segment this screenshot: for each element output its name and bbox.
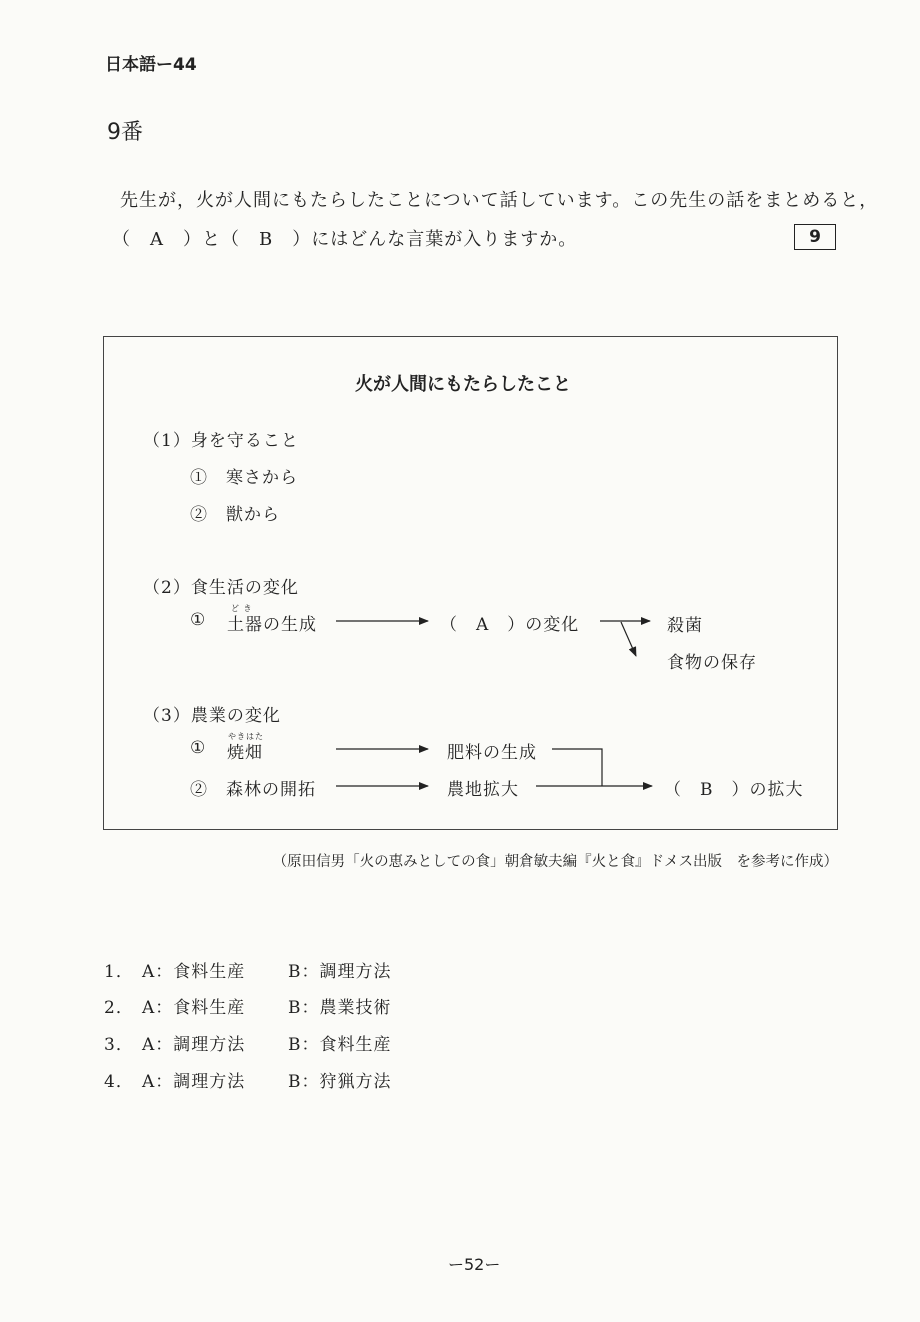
choice-4-a: A：調理方法 xyxy=(142,1072,246,1092)
question-text-line2: （ A ）と（ B ）にはどんな言葉が入りますか。 xyxy=(112,229,578,250)
section3-item-forest: ② 森林の開拓 xyxy=(190,780,316,800)
result-sterilization: 殺菌 xyxy=(667,616,703,636)
page-header: 日本語ー44 xyxy=(105,55,197,75)
section1-heading: （1）身を守ること xyxy=(143,431,299,451)
question-number: 9番 xyxy=(107,120,143,145)
choice-3-num: 3． xyxy=(104,1035,134,1055)
arrow-a-to-preservation xyxy=(621,622,636,656)
section3-item-slash-burn: 焼畑 xyxy=(227,743,263,763)
choice-2-a: A：食料生産 xyxy=(142,998,246,1018)
choice-3-b: B：食料生産 xyxy=(288,1035,392,1055)
section1-item-cold: ① 寒さから xyxy=(190,468,298,488)
section3-heading: （3）農業の変化 xyxy=(143,706,281,726)
choice-4-b: B：狩猟方法 xyxy=(288,1072,392,1092)
choice-1-num: 1． xyxy=(104,962,134,982)
section2-item-num: ① xyxy=(190,610,207,630)
page-number: ー52ー xyxy=(448,1255,501,1274)
choice-4-num: 4． xyxy=(104,1072,134,1092)
diagram-title: 火が人間にもたらしたこと xyxy=(355,374,571,395)
section2-item-pottery: 土器の生成 xyxy=(227,615,317,635)
result-farmland: 農地拡大 xyxy=(447,780,519,800)
section2-heading: （2）食生活の変化 xyxy=(143,578,299,598)
blank-b-expansion: （ B ）の拡大 xyxy=(664,780,804,800)
choice-2-b: B：農業技術 xyxy=(288,998,392,1018)
section1-item-beasts: ② 獣から xyxy=(190,505,280,525)
choice-3-a: A：調理方法 xyxy=(142,1035,246,1055)
ruby-doki: ど き xyxy=(231,604,253,613)
source-citation: （原田信男「火の恵みとしての食」朝倉敏夫編『火と食』ドメス出版 を参考に作成） xyxy=(272,854,838,870)
choice-1-a: A：食料生産 xyxy=(142,962,246,982)
answer-number-box: 9 xyxy=(794,224,836,250)
blank-a-change: （ A ）の変化 xyxy=(440,615,580,635)
question-text-line1: 先生が，火が人間にもたらしたことについて話しています。この先生の話をまとめると， xyxy=(120,190,879,211)
choice-2-num: 2． xyxy=(104,998,134,1018)
ruby-yakihata: やきはた xyxy=(228,732,264,741)
section3-item1-num: ① xyxy=(190,738,207,758)
result-food-preservation: 食物の保存 xyxy=(667,653,757,673)
connector-fertilizer xyxy=(552,749,602,786)
choice-1-b: B：調理方法 xyxy=(288,962,392,982)
result-fertilizer: 肥料の生成 xyxy=(447,743,537,763)
